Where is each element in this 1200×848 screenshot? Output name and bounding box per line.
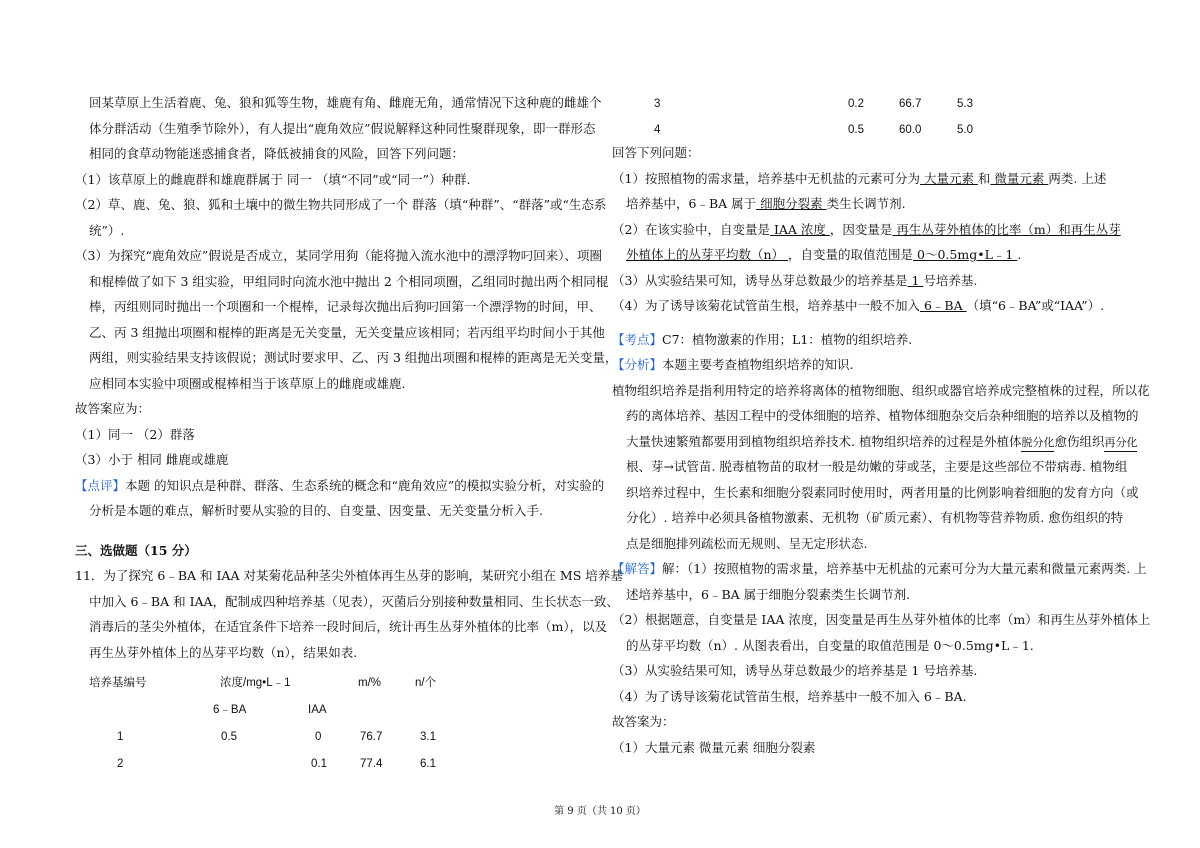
analysis-line: 药的离体培养、基因工程中的受体细胞的培养、植物体细胞杂交后杂种细胞的培养以及植物的 bbox=[626, 408, 1139, 423]
question-2: （2）草、鹿、兔、狼、狐和土壤中的微生物共同形成了一个 群落（填“种群”、“群落”或“生态系 bbox=[75, 197, 607, 212]
question-part-1: （1）按照植物的需求量，培养基中无机盐的元素可分为 大量元素 和 微量元素 两类. 上述 bbox=[612, 170, 1107, 186]
intro-line: 体分群活动（生殖季节除外），有人提出“鹿角效应”假说解释这种同性聚群现象，即一群形态 bbox=[89, 120, 596, 136]
answer-line: （1）同一 （2）群落 bbox=[75, 426, 195, 442]
answer-heading: 故答案为： bbox=[612, 714, 675, 729]
ask-line: 回答下列问题： bbox=[612, 145, 700, 160]
analysis-line: 分化）. 培养中必须具备植物激素、无机物（矿质元素）、有机物等营养物质. 愈伤组织的特 bbox=[626, 510, 1124, 525]
question-part-4: （4）为了诱导该菊花试管苗生根，培养基中一般不加入 6﹣BA （填“6﹣BA”或“IAA”）. bbox=[612, 298, 1105, 313]
answer-blank: 再生丛芽外植体的比率（m）和再生丛芽 bbox=[892, 221, 1121, 237]
answer-blank: 0～0.5mg•L﹣1 bbox=[913, 247, 1018, 262]
question-3: （3）为探究“鹿角效应”假说是否成立，某同学用狗（能将抛入流水池中的漂浮物叼回来）、项圈 bbox=[75, 248, 602, 263]
solution-line: （2）根据题意，自变量是 IAA 浓度，因变量是再生丛芽外植体的比率（m）和再生丛芽外植体上 bbox=[612, 612, 1151, 627]
answer-line: （1）大量元素 微量元素 细胞分裂素 bbox=[612, 739, 816, 755]
arrow-dedifferentiation: 脱分化 bbox=[1021, 430, 1054, 453]
question-3-cont: 乙、丙 3 组抛出项圈和棍棒的距离是无关变量，无关变量应该相同；若丙组平均时间小于其他 bbox=[89, 324, 605, 340]
table-row: 3 0.2 66.7 5.3 bbox=[654, 98, 973, 110]
solution-line: 的丛芽平均数（n）. 从图表看出，自变量的取值范围是 0～0.5mg•L﹣1. bbox=[626, 637, 1034, 653]
key-points-tag: 【考点】 bbox=[612, 331, 663, 347]
review-cont: 分析是本题的难点，解析时要从实验的目的、自变量、因变量、无关变量分析入手. bbox=[89, 503, 543, 518]
question-part-2-cont: 外植体上的丛芽平均数（n） ，自变量的取值范围是 0～0.5mg•L﹣1 . bbox=[626, 247, 1022, 262]
question-11: 11．为了探究 6﹣BA 和 IAA 对某菊花品种茎尖外植体再生丛芽的影响，某研究小组在 MS 培养基 bbox=[75, 568, 623, 583]
answer-heading: 故答案应为： bbox=[75, 401, 151, 416]
analysis-line: 植物组织培养是指利用特定的培养将离体的植物细胞、组织或器官培养成完整植株的过程，所以花 bbox=[612, 382, 1150, 398]
answer-blank: IAA 浓度 bbox=[769, 221, 830, 237]
table-header-row bbox=[75, 665, 595, 692]
section-heading: 三、选做题（15 分） bbox=[75, 542, 197, 558]
solution-line: （4）为了诱导该菊花试管苗生根，培养基中一般不加入 6﹣BA. bbox=[612, 688, 967, 704]
data-table bbox=[75, 665, 595, 773]
intro-line: 相同的食草动物能迷惑捕食者，降低被捕食的风险，回答下列问题： bbox=[89, 146, 465, 161]
left-column bbox=[75, 90, 623, 773]
table-subheader: 6﹣BA bbox=[213, 704, 247, 716]
table-header: n/个 bbox=[415, 677, 437, 689]
question-1: （1）该草原上的雌鹿群和雄鹿群属于 同一 （填“不同”或“同一”）种群. bbox=[75, 171, 471, 187]
question-part-1-cont: 培养基中，6﹣BA 属于 细胞分裂素 类生长调节剂. bbox=[626, 196, 906, 211]
question-part-2: （2）在该实验中，自变量是 IAA 浓度 ，因变量是 再生丛芽外植体的比率（m）和再生丛芽 bbox=[612, 221, 1121, 237]
answer-blank: 细胞分裂素 bbox=[756, 196, 827, 211]
answer-blank: 微量元素 bbox=[990, 170, 1049, 186]
question-11-cont: 中加入 6﹣BA 和 IAA，配制成四种培养基（见表），灭菌后分别接种数量相同、生长状态一致、 bbox=[89, 593, 619, 609]
review-paragraph bbox=[75, 473, 605, 499]
table-header: m/% bbox=[358, 677, 381, 689]
analysis-line: 点是细胞排列疏松而无规则、呈无定形状态. bbox=[626, 535, 868, 551]
table-subheader-row bbox=[75, 692, 595, 719]
solution-line: 述培养基中，6﹣BA 属于细胞分裂素类生长调节剂. bbox=[626, 586, 911, 602]
analysis-line: 织培养过程中，生长素和细胞分裂素同时使用时，两者用量的比例影响着细胞的发育方向（或 bbox=[626, 484, 1139, 500]
analysis-line: 大量快速繁殖都要用到植物组织培养技术. 植物组织培养的过程是外植体脱分化 愈伤组织再分化 bbox=[612, 429, 1132, 455]
table-subheader: IAA bbox=[308, 704, 327, 716]
review-text: 本题 的知识点是种群、群落、生态系统的概念和“鹿角效应”的模拟实验分析，对实验的 bbox=[125, 477, 605, 493]
question-3-cont: 应相同本实验中项圈或棍棒相当于该草原上的雌鹿或雄鹿. bbox=[89, 375, 406, 391]
question-11-cont: 再生丛芽外植体上的丛芽平均数（n），结果如表. bbox=[89, 644, 358, 660]
answer-blank: 1 bbox=[907, 272, 924, 288]
table-row: 4 0.5 60.0 5.0 bbox=[654, 124, 973, 136]
right-column bbox=[612, 90, 1151, 760]
intro-line: 回某草原上生活着鹿、兔、狼和狐等生物，雄鹿有角、雌鹿无角，通常情况下这种鹿的雌雄个 bbox=[89, 95, 602, 110]
analysis-tag: 【分析】 bbox=[612, 357, 663, 372]
question-11-cont: 消毒后的茎尖外植体，在适宜条件下培养一段时间后，统计再生丛芽外植体的比率（m），以及 bbox=[89, 619, 608, 634]
answer-blank: 大量元素 bbox=[919, 170, 978, 186]
solution-line: （3）从实验结果可知，诱导丛芽总数最少的培养基是 1 号培养基. bbox=[612, 663, 978, 678]
page-footer: 第 9 页（共 10 页） bbox=[554, 806, 646, 817]
question-3-cont: 两组，则实验结果支持该假说；测试时要求甲、乙、丙 3 组抛出项圈和棍棒的距离是无关变量， bbox=[89, 350, 618, 365]
analysis-line: 根、芽→试管苗. 脱毒植物苗的取材一般是幼嫩的芽或茎，主要是这些部位不带病毒. 植物组 bbox=[626, 459, 1128, 474]
answer-blank: 外植体上的丛芽平均数（n） bbox=[626, 247, 789, 262]
table-header: 培养基编号 bbox=[89, 677, 147, 689]
solution-line: 【解答】解：（1）按照植物的需求量，培养基中无机盐的元素可分为大量元素和微量元素两类. 上 bbox=[612, 561, 1147, 576]
question-3-cont: 和棍棒做了如下 3 组实验，甲组同时向流水池中抛出 2 个相同项圈，乙组同时抛出两个相同棍 bbox=[89, 273, 609, 289]
arrow-redifferentiation: 再分化 bbox=[1104, 430, 1137, 453]
review-tag: 【点评】 bbox=[75, 477, 126, 493]
table-header: 浓度/mg•L﹣1 bbox=[220, 677, 291, 689]
question-3-cont: 棒，丙组则同时抛出一个项圈和一个棍棒，记录每次抛出后狗叼回第一个漂浮物的时间，甲、 bbox=[89, 299, 602, 314]
table-row: 2 0.1 77.4 6.1 bbox=[117, 758, 436, 770]
table-row: 1 0.5 0 76.7 3.1 bbox=[117, 731, 436, 743]
answer-line: （3）小于 相同 雌鹿或雄鹿 bbox=[75, 452, 229, 467]
analysis-heading: 【分析】本题主要考查植物组织培养的知识. bbox=[612, 357, 854, 372]
answer-blank: 6﹣BA bbox=[919, 298, 967, 313]
key-points: 【考点】C7：植物激素的作用；L1：植物的组织培养. bbox=[612, 331, 913, 347]
question-2-cont: 统”）. bbox=[89, 222, 125, 238]
solution-tag: 【解答】 bbox=[612, 561, 663, 576]
question-part-3: （3）从实验结果可知，诱导丛芽总数最少的培养基是 1 号培养基. bbox=[612, 272, 978, 288]
